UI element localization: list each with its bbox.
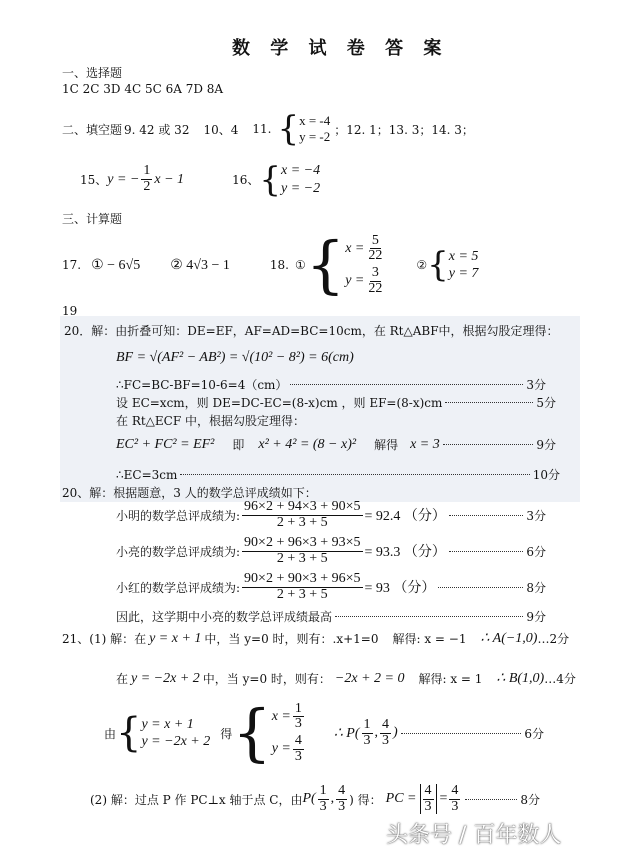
q17-part2: ② 4√3 − 1 xyxy=(170,257,230,273)
leader-dots xyxy=(443,444,534,445)
q21-l4-d2: 3 xyxy=(338,798,346,814)
q20a-line7-text: ∴EC=3cm xyxy=(116,467,178,482)
q20b-hong-den: 2 + 3 + 5 xyxy=(276,586,328,602)
leader-dots xyxy=(445,402,533,403)
q20b-liang-result: = 93.3 （分） xyxy=(364,545,446,561)
q20b-hong-result: = 93 （分） xyxy=(364,581,436,597)
q18a-x-fraction xyxy=(366,234,384,264)
leader-dots xyxy=(290,384,523,385)
leader-dots xyxy=(465,799,517,800)
q21-l3-p-n2: 4 xyxy=(382,716,390,732)
answer-q19-label: 19 xyxy=(62,304,78,318)
q21-l3-p-frac2 xyxy=(380,718,391,748)
q21-l1-prefix: 21、(1) 解：在 xyxy=(62,632,147,646)
q20b-score-9: 9分 xyxy=(526,610,546,624)
q21-l2-point-b: ∴ B(1,0) xyxy=(496,671,545,686)
leader-dots xyxy=(401,733,522,734)
q21-line3: 由 { y = x + 1 y = −2x + 2 得 { x = $\frac{1}{3}$ y = $\frac{4}{3}$ ∴ P( $\frac{1}{3}$ , $\frac{4}{3}$ ) 6分 xyxy=(104,696,544,769)
q16-y: y = −2 xyxy=(280,180,321,196)
q18a-x-num: 5 xyxy=(371,232,379,248)
q18-label: 18. xyxy=(269,258,289,272)
q21-l4-abs-d: 3 xyxy=(424,798,432,814)
q20a-line1: 20．解：由折叠可知：DE=EF，AF=AD=BC=10cm，在 Rt△ABF中，根据勾股定理得： xyxy=(64,324,559,338)
q20a-line3-text: ∴FC=BC-BF=10-6=4（cm） xyxy=(116,378,288,392)
q15-tail: x − 1 xyxy=(154,171,185,187)
answer-q12-q14: ；12. 1；13. 3；14. 3； xyxy=(334,122,474,137)
answer-q9: 9. 42 或 32 xyxy=(124,122,190,137)
q20a-line6 xyxy=(116,436,556,453)
watermark: 头条号 / 百年数人 xyxy=(386,823,562,848)
q21-l1-solve: 解得: x = −1 xyxy=(392,632,467,646)
q20a-solution: x = 3 xyxy=(410,436,440,452)
q21-l4-n1: 1 xyxy=(319,783,327,798)
q20a-line4-text: 设 EC=xcm，则 DE=DC-EC=(8-x)cm ，则 EF=(8-x)cm xyxy=(116,396,443,410)
q20b-hong-fraction xyxy=(242,572,362,602)
q21-l3-y: y = xyxy=(271,741,291,757)
q20b-liang-label: 小亮的数学总评成绩为: xyxy=(116,544,241,559)
q20b-hong-label: 小红的数学总评成绩为: xyxy=(116,580,241,595)
q21-l3-p-n1: 1 xyxy=(363,716,371,732)
q21-l2-eq2: −2x + 2 = 0 xyxy=(334,670,405,686)
leader-dots xyxy=(449,551,523,552)
q18a-y-num: 3 xyxy=(371,265,379,280)
leader-dots xyxy=(335,616,523,617)
q20b-line1: 20、解：根据题意，3 人的数学总评成绩如下： xyxy=(62,486,317,500)
q21-line4: (2) 解：过点 P 作 PC⊥x 轴于点 C，由 P( $\frac{1}{3}$ , $\frac{4}{3}$ ) 得： PC = $\frac{4}{3}$ = $\frac{4}{3}$ 8分 xyxy=(90,783,540,814)
q20b-hong-row xyxy=(116,572,546,602)
q21-line1 xyxy=(62,630,569,647)
q21-l3-eq1: y = x + 1 xyxy=(141,716,194,732)
q21-l3-x-den: 3 xyxy=(294,716,302,732)
q20b-ming-row xyxy=(116,500,546,530)
q20b-liang-den: 2 + 3 + 5 xyxy=(276,550,328,566)
q18a-y: y = xyxy=(345,273,365,289)
q20a-line3 xyxy=(116,376,546,393)
q21-l3-point-p: ∴ P( xyxy=(333,725,360,741)
fill-blank-line xyxy=(62,109,474,149)
q21-l4-abs-frac xyxy=(423,784,434,814)
q21-l3-p-d1: 3 xyxy=(363,732,371,748)
q20a-eq1: EC² + FC² = EF² xyxy=(116,436,215,452)
q21-l3-y-den: 3 xyxy=(294,748,302,764)
q15-denominator: 2 xyxy=(143,179,151,194)
q21-l3-y-num: 4 xyxy=(294,733,302,748)
q21-l1-eq: y = x + 1 xyxy=(149,630,202,646)
q20a-score-10: 10分 xyxy=(532,468,560,482)
q21-l4-p: P( xyxy=(302,791,316,807)
q20b-score-6: 6分 xyxy=(526,544,546,559)
q21-l3-de: 得 xyxy=(220,726,233,741)
q16-label: 16、 xyxy=(232,173,260,187)
q17-part1: ① − 6√5 xyxy=(91,257,141,273)
q21-l3-solution xyxy=(272,702,306,765)
answer-q16-system xyxy=(281,162,320,197)
q18a-y-den: 22 xyxy=(368,280,383,296)
q21-l2-eq: y = −2x + 2 xyxy=(131,670,200,686)
q20a-ji: 即 xyxy=(232,438,245,452)
answer-q17-q18-line xyxy=(62,228,479,301)
q20b-ming-label: 小明的数学总评成绩为: xyxy=(116,508,241,523)
q18a-x: x = xyxy=(345,240,365,256)
leader-dots xyxy=(180,474,529,475)
system-brace: { xyxy=(116,710,142,756)
q21-l4-frac2 xyxy=(336,784,347,814)
q20a-line5: 在 Rt△ECF 中，根据勾股定理得： xyxy=(116,414,305,428)
q20a-score-3: 3分 xyxy=(526,378,546,392)
q21-l4-n2: 4 xyxy=(338,783,346,798)
q21-l4-de: ) 得： xyxy=(349,792,382,807)
q20b-liang-row xyxy=(116,536,546,566)
q21-l4-abs-n: 4 xyxy=(424,783,432,798)
q20a-line2-formula: BF = √(AF² − AB²) = √(10² − 8²) = 6(cm) xyxy=(116,350,354,365)
q20b-ming-den: 2 + 3 + 5 xyxy=(276,514,328,530)
q20b-score-3: 3分 xyxy=(526,508,546,523)
q21-l4-result-d: 3 xyxy=(451,798,459,814)
q20b-ming-num: 96×2 + 94×3 + 90×5 xyxy=(244,499,361,514)
q21-l3-p-frac1 xyxy=(362,718,373,748)
section-choice-heading: 一、选择题 xyxy=(62,66,123,80)
q21-l4-result-frac xyxy=(449,784,460,814)
q21-l3-x-fraction xyxy=(293,702,304,732)
q21-score-6: 6分 xyxy=(524,726,544,741)
q21-l3-you: 由 xyxy=(104,726,117,741)
system-brace: { xyxy=(277,109,300,149)
q20b-score-8: 8分 xyxy=(526,580,546,595)
q15-lhs: y = − xyxy=(107,171,140,187)
q21-l3-p-close: ) xyxy=(393,725,398,740)
q21-l3-p-d2: 3 xyxy=(382,732,390,748)
q20b-ming-fraction xyxy=(242,500,362,530)
system-brace: { xyxy=(427,245,449,285)
system-brace: { xyxy=(305,228,346,301)
q20b-liang-num: 90×2 + 96×3 + 93×5 xyxy=(244,535,361,550)
q17-label: 17. xyxy=(62,258,82,272)
q21-score-2: …2分 xyxy=(537,632,570,646)
page-title: 数 学 试 卷 答 案 xyxy=(232,38,449,59)
q21-l1-text: 中，当 y=0 时，则有：.x+1=0 xyxy=(204,632,379,646)
q20a-eq2: x² + 4² = (8 − x)² xyxy=(258,436,357,452)
q21-l4-text: (2) 解：过点 P 作 PC⊥x 轴于点 C，由 xyxy=(90,792,303,807)
answer-q11-label: 11. xyxy=(252,122,272,136)
q21-l1-point-a: ∴ A(−1,0) xyxy=(480,631,538,646)
choice-answers: 1C 2C 3D 4C 5C 6A 7D 8A xyxy=(62,82,224,96)
abs-value-bars xyxy=(420,784,437,814)
section-fill-heading: 二、填空题 xyxy=(62,122,123,137)
q18a-x-den: 22 xyxy=(368,248,383,264)
q18b-y: y = 7 xyxy=(448,266,479,281)
q18-part1-marker: ① xyxy=(294,258,306,272)
q15-fraction xyxy=(141,164,152,194)
q18b-x: x = 5 xyxy=(448,248,479,264)
answer-q11-system xyxy=(299,113,330,146)
q18-part1-system xyxy=(345,234,386,297)
q21-l3-system xyxy=(141,716,210,751)
q21-l4-equals: = xyxy=(439,791,448,807)
q21-l3-y-fraction xyxy=(293,734,304,764)
q20b-liang-fraction xyxy=(242,536,362,566)
q18a-y-fraction xyxy=(366,266,384,296)
system-brace: { xyxy=(259,159,281,200)
q21-score-4: …4分 xyxy=(544,672,576,686)
q21-l3-x: x = xyxy=(271,708,291,724)
q20a-score-9: 9分 xyxy=(536,438,556,452)
section-calc-heading: 三、计算题 xyxy=(62,212,123,226)
q20b-ming-result: = 92.4 （分） xyxy=(364,509,446,525)
answer-q10: 10、4 xyxy=(203,122,239,137)
q21-l4-pc: PC = xyxy=(385,791,417,807)
q18-part2-system xyxy=(449,248,479,283)
q21-l3-eq2: y = −2x + 2 xyxy=(141,734,211,749)
answer-q15-line xyxy=(80,159,321,200)
q20a-score-5: 5分 xyxy=(536,396,556,410)
q16-x: x = −4 xyxy=(280,163,321,178)
leader-dots xyxy=(438,587,523,588)
q21-l4-d1: 3 xyxy=(319,798,327,814)
q21-l2-prefix: 在 xyxy=(116,672,129,686)
q21-l4-result-n: 4 xyxy=(451,783,459,798)
q15-numerator: 1 xyxy=(143,163,151,179)
q21-l4-frac1 xyxy=(318,784,329,814)
q21-l2-text: 中，当 y=0 时，则有： xyxy=(202,672,331,686)
q11-x: x = -4 xyxy=(299,112,331,128)
q20a-jiede: 解得 xyxy=(374,438,399,452)
q20a-line4 xyxy=(116,394,556,411)
q21-line2 xyxy=(116,670,576,687)
q20b-conclusion-text: 因此，这学期中小亮的数学总评成绩最高 xyxy=(116,610,333,624)
q15-label: 15、 xyxy=(80,173,108,187)
q11-y: y = -2 xyxy=(299,129,331,144)
q20b-conclusion xyxy=(116,608,546,625)
q20a-line7 xyxy=(116,466,560,483)
q20b-hong-num: 90×2 + 90×3 + 96×5 xyxy=(244,571,361,586)
system-brace: { xyxy=(232,696,272,769)
q21-l2-solve: 解得: x = 1 xyxy=(418,672,483,686)
q21-score-8: 8分 xyxy=(520,792,540,807)
leader-dots xyxy=(449,515,523,516)
q18-part2-marker: ② xyxy=(416,258,428,272)
q21-l3-x-num: 1 xyxy=(294,700,302,716)
